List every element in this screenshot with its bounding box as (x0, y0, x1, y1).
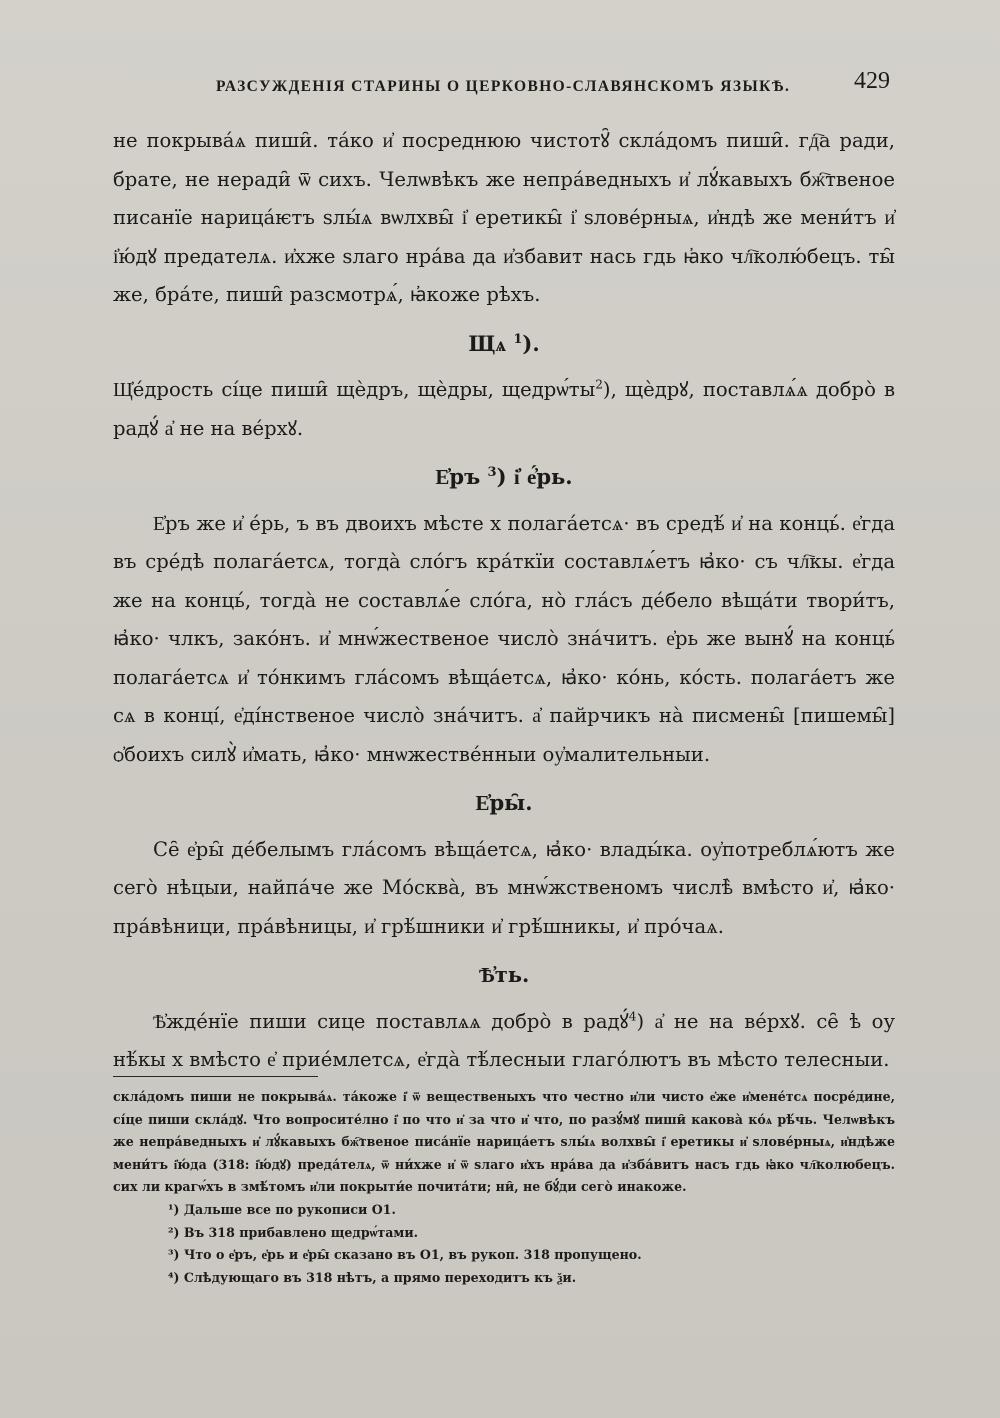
paragraph-5-part-b: ) а҆ не на ве́рхꙋ. се̑ ѣ оу нѣ́кы х вмѣсто е҆ прие́млетсѧ, е҆гда̀ тѣ́лесныи глаго́лютъ въ мѣсто телесныи. (113, 1009, 895, 1071)
heading-paren: ). (522, 330, 540, 356)
section-heading-ery: Е҆ры̑. (475, 790, 533, 815)
paragraph-5-part-a: Ѣ҆жде́нїе пиши сице поставлѧѧ добро̀ в радꙋ́ (153, 1009, 629, 1033)
paragraph-2 (113, 371, 895, 448)
section-heading-shcha (113, 325, 895, 364)
section-heading-yat: Ѣ҆ть. (478, 962, 530, 987)
footnote-2: ²) Въ 318 прибавлено щедрѡ́тами. (168, 1224, 419, 1240)
paragraph-2-part-b: ), щѐдрꙋ, поставлѧ́ѧ добро̀ в радꙋ́ а҆ не на ве́рхꙋ. (113, 378, 895, 440)
footnote-1: ¹) Дальше все по рукописи О1. (168, 1201, 396, 1217)
footnote-divider (113, 1076, 318, 1077)
page-header (110, 68, 892, 108)
section-heading-er (113, 458, 895, 497)
heading-text: Е҆ръ (435, 464, 481, 489)
footnote-ref-3: 3 (487, 465, 497, 480)
running-title: РАЗСУЖДЕНІЯ СТАРИНЫ О ЦЕРКОВНО-СЛАВЯНСКОМЪ ЯЗЫКѢ. (216, 78, 791, 95)
paragraph-4: Се̑ е҆ры̑ де́белымъ гла́сомъ вѣща́етсѧ, ꙗ҆ко· влады́ка. оу҆потреблѧ́ютъ же сего̀ нѣцыи, найпа́че же Мо́сква̀, въ мнѡ́жственомъ числѣ̀ вмѣсто и҆, ꙗ҆ко· пра́вѣници, пра́вѣницы, и҆ грѣ́шники и҆ грѣ́шникы, и҆ про́чаѧ. (113, 837, 895, 938)
footnote-3: ³) Что о е҆ръ, е҆рь и е҆ры̑ сказано въ О1, въ рукоп. 318 пропущено. (168, 1247, 642, 1263)
paragraph-1: не покрыва́ѧ пиши̑. та́ко и҆ посреднюю чистотꙋ̑ скла́домъ пиши̑. гд҇а ради, брате, не неради̑ ѿ сихъ. Челѡвѣкъ же непра́ведныхъ и҆ лꙋ́кавыхъ бж҇твеное писанїе нарица́ѥтъ ѕлы́ѧ вѡлхвы̑ і҆ еретикы̑ і҆ ѕлове́рныѧ, и҆ндѣ же мени́тъ и҆ і҆ю́дꙋ предателѧ. и҆хже ѕлаго нра́ва да и҆збавит нась гдь ꙗ҆ко чл҇колю́бецъ. ты̑ же, бра́те, пиши̑ разсмотрѧ́, ꙗ҆коже рѣхъ. (113, 129, 895, 306)
heading-text: Щѧ (468, 330, 507, 356)
heading-text-tail: ) і҆ е҆́рь. (496, 464, 573, 489)
footnote-ref-1: 1 (513, 331, 523, 347)
variant-reading-note: скла́домъ пиши не покрыва́ѧ. та́коже і҆ ѿ вещественыхъ что честно и҆ли чисто е҆же и҆мене́тсѧ посре́дине, сі́це пиши скла́дꙋ. Что вопросите́лно і҆ по что и҆ за что и҆ что, по разꙋ́мꙋ пиши̑ какова̀ ко́ѧ рѣ́чь. Челѡвѣкъ же непра́ведныхъ и҆ лꙋ́кавыхъ бж҇твеное писа́нїе нарица́етъ ѕлы́ѧ волхвы̑ і҆ еретикы и҆ ѕлове́рныѧ, и҆ндѣже мени́тъ і҆ю́да (318: і҆ю́дꙋ) преда́телѧ, ѿ ни́хже и҆ ѿ ѕлаго и҆хъ нра́ва да и҆зба́витъ насъ гдь ꙗ҆ко чл҇колюбецъ. сих ли крагѡ́хъ в змѣ́томъ и҆ли покрыти́е почита́ти; ни̑, не бꙋ́ди сего̀ инакоже. (113, 1089, 895, 1195)
paragraph-5 (113, 1003, 895, 1080)
footnotes (113, 1086, 895, 1289)
footnote-ref-2: 2 (595, 377, 603, 392)
paragraph-2-part-a: Щ҆е́дрость сі́це пиши̑ щѐдръ, щѐдры, щедрѡ́ты (113, 378, 596, 401)
page-number: 429 (854, 68, 890, 94)
footnote-ref-4: 4 (628, 1008, 637, 1023)
paragraph-3: Е҆ръ же и҆ е́рь, ъ въ двоихъ мѣсте х полага́етсѧ· въ средѣ́ и҆ на конць́. е҆гда въ сре́дѣ полага́етсѧ, тогда̀ сло́гъ кра́ткїи составлѧ́етъ ꙗ҆ко· съ чл҇кы. е҆гда же на конць́, тогда̀ не составлѧ́е сло́га, но̀ гла́съ де́бело вѣща́ти твори́тъ, ꙗ҆ко· члкъ, зако́нъ. и҆ мнѡ́жественое число̀ зна́читъ. е҆рь же вынꙋ́ на конць́ полага́етсѧ и҆ то́нкимъ гла́сомъ вѣща́етсѧ, ꙗ҆ко· ко́нь, ко́сть. полага́етъ же сѧ в конці́, е҆ді́нственое число̀ зна́читъ. а҆ пайрчикъ на̀ писмены̑ [пишемы̑] ѻ҆боихъ силꙋ̀ и҆мать, ꙗ҆ко· мнѡжестве́нныи оу҆малительныи. (113, 511, 895, 766)
main-text (113, 122, 895, 1080)
footnote-4: ⁴) Слѣдующаго въ 318 нѣтъ, а прямо переходитъ къ ѯи. (168, 1269, 577, 1285)
